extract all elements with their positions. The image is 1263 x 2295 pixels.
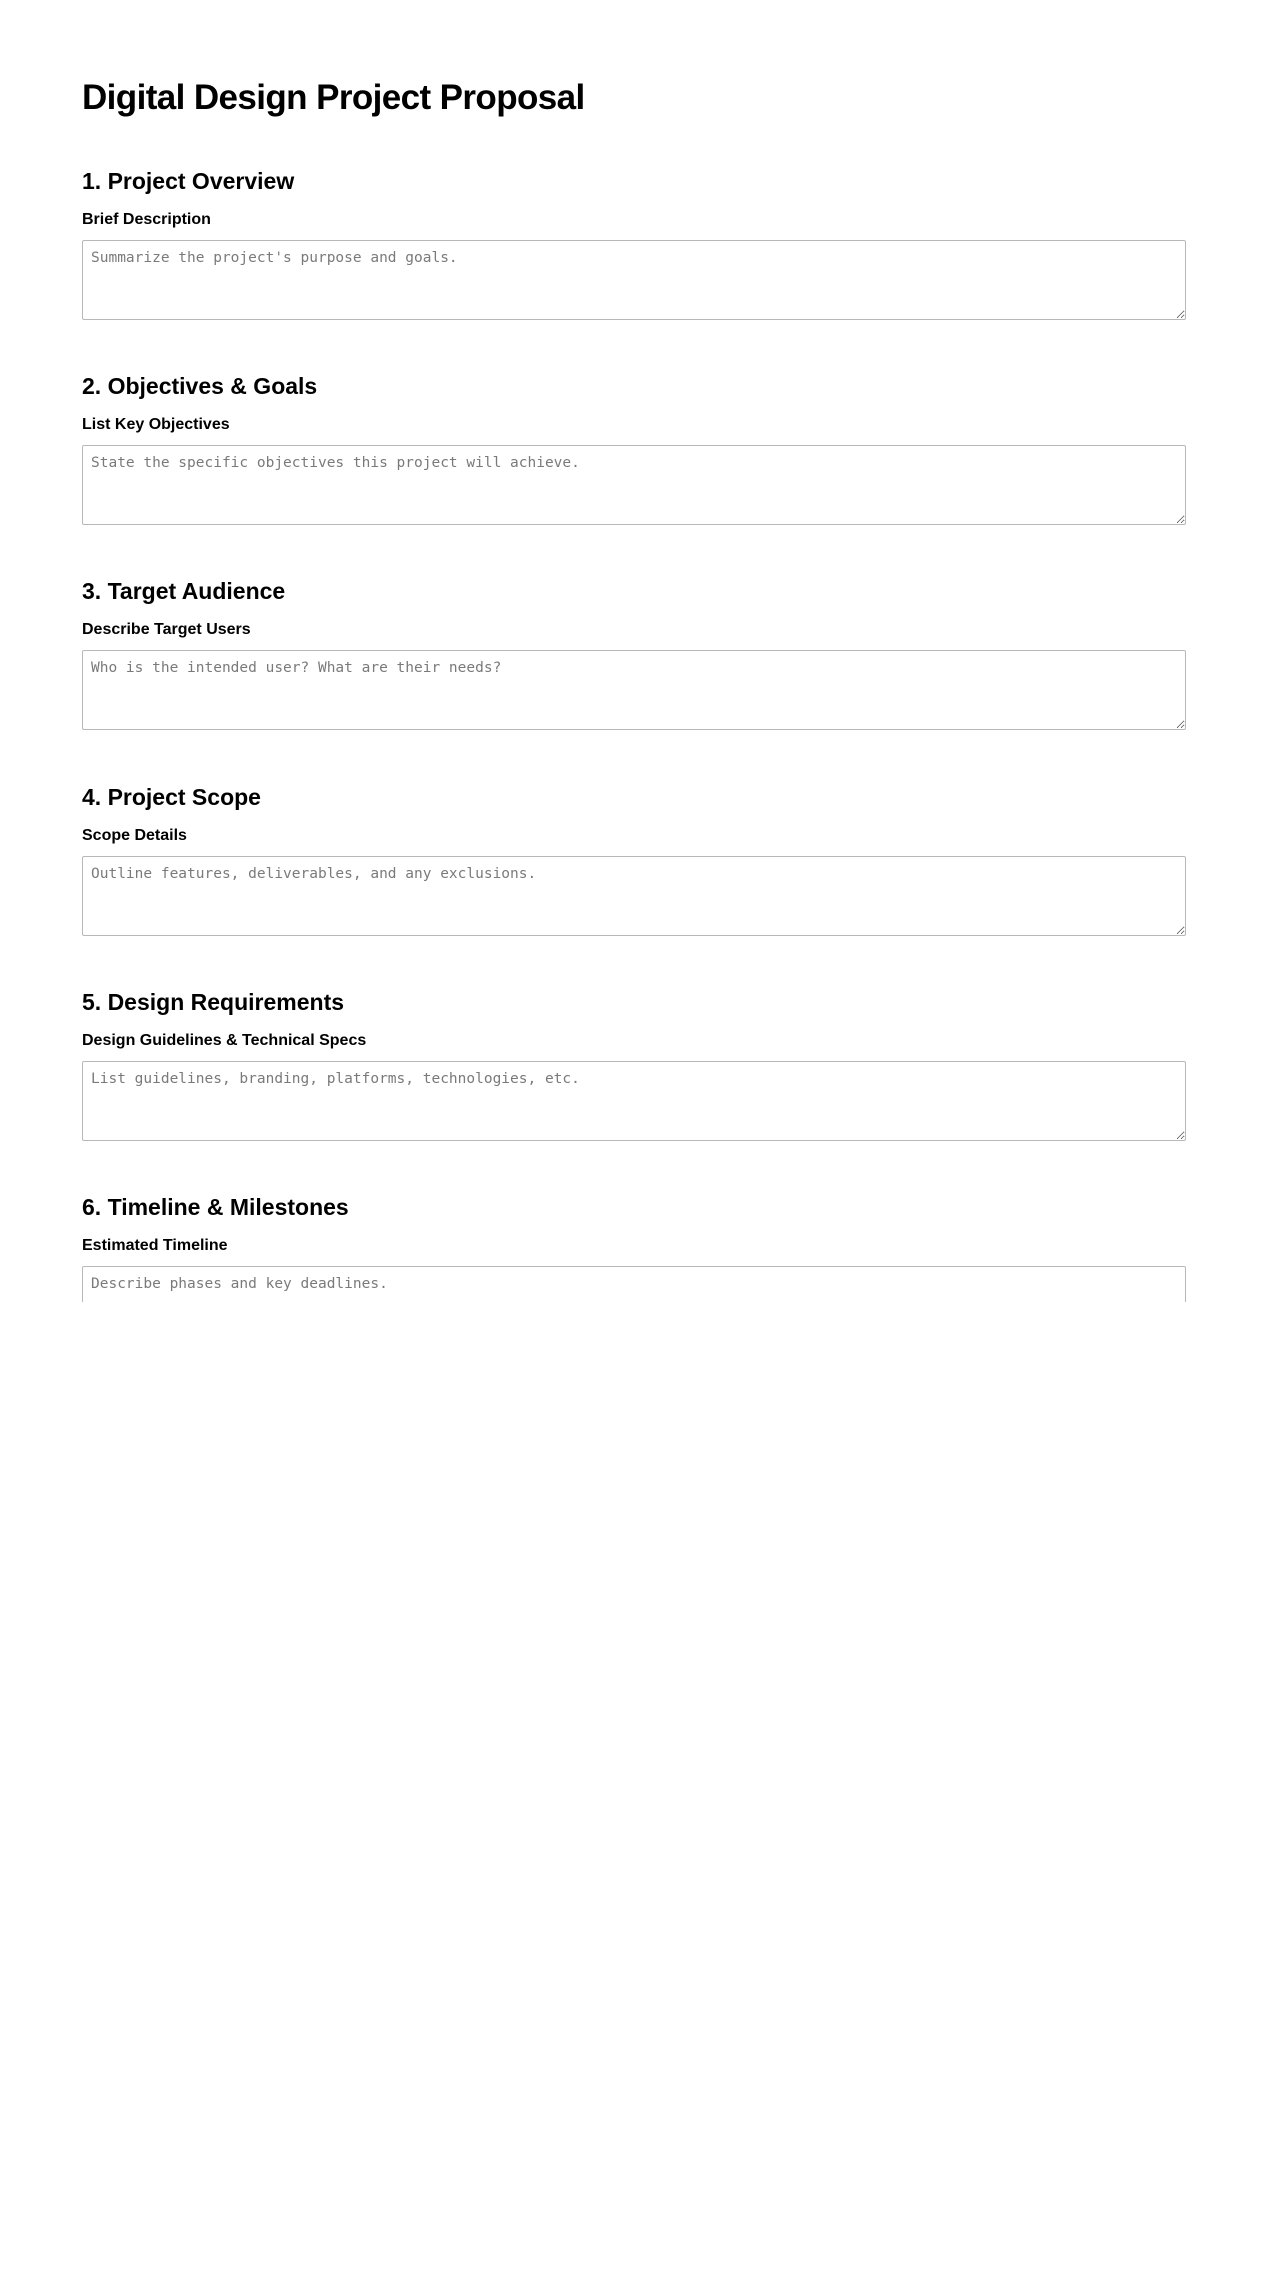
field-label-scope-details: Scope Details	[82, 827, 187, 844]
section-heading-target-audience: 3. Target Audience	[82, 578, 286, 604]
field-label-brief-description: Brief Description	[82, 211, 211, 228]
section-heading-timeline-milestones: 6. Timeline & Milestones	[82, 1194, 349, 1220]
page-title: Digital Design Project Proposal	[82, 78, 585, 117]
scope-details-textarea[interactable]	[82, 856, 1186, 936]
estimated-timeline-textarea[interactable]	[82, 1266, 1186, 1302]
design-guidelines-textarea[interactable]	[82, 1061, 1186, 1141]
field-label-target-users: Describe Target Users	[82, 621, 251, 638]
section-heading-project-scope: 4. Project Scope	[82, 784, 261, 810]
field-label-key-objectives: List Key Objectives	[82, 416, 230, 433]
section-heading-project-overview: 1. Project Overview	[82, 168, 295, 194]
section-heading-objectives-goals: 2. Objectives & Goals	[82, 373, 318, 399]
key-objectives-textarea[interactable]	[82, 445, 1186, 525]
brief-description-textarea[interactable]	[82, 240, 1186, 320]
field-label-design-guidelines: Design Guidelines & Technical Specs	[82, 1032, 367, 1049]
target-users-textarea[interactable]	[82, 650, 1186, 730]
section-heading-design-requirements: 5. Design Requirements	[82, 989, 345, 1015]
field-label-estimated-timeline: Estimated Timeline	[82, 1237, 228, 1254]
